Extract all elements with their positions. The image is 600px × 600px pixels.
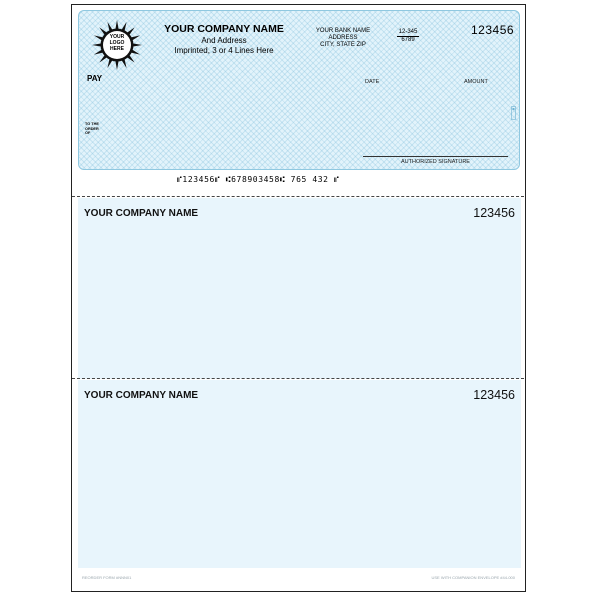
bank-address: ADDRESS xyxy=(328,35,358,41)
check-face xyxy=(78,10,520,170)
amount-label: AMOUNT xyxy=(464,79,488,85)
stub-company-name: YOUR COMPANY NAME xyxy=(84,390,199,401)
fraction-top: 12-345 xyxy=(398,29,418,35)
routing-fraction xyxy=(393,29,423,44)
footer-envelope-text: USE WITH COMPANION ENVELOPE #44-000 xyxy=(431,575,515,580)
signature-label: AUTHORIZED SIGNATURE xyxy=(401,159,470,165)
check-form-sheet xyxy=(71,4,526,592)
pay-to-order-label xyxy=(85,122,99,136)
company-address-line-1: And Address xyxy=(201,36,247,45)
logo-text xyxy=(91,34,143,52)
pay-label: PAY xyxy=(87,74,103,83)
logo-line-3: HERE xyxy=(110,46,124,52)
voucher-stub-1 xyxy=(78,198,521,379)
security-feature-icon xyxy=(511,106,516,121)
stub-check-number: 123456 xyxy=(473,388,515,402)
order-line-1: TO THE xyxy=(85,122,99,126)
stub-company-name: YOUR COMPANY NAME xyxy=(84,208,199,219)
perforation-line-1 xyxy=(72,196,524,197)
company-name: YOUR COMPANY NAME xyxy=(164,23,284,35)
check-number: 123456 xyxy=(471,23,515,37)
company-logo-placeholder xyxy=(91,19,143,71)
logo-line-2: LOGO xyxy=(109,40,125,46)
stub-check-number: 123456 xyxy=(473,206,515,220)
perforation-line-2 xyxy=(72,378,524,379)
fraction-bottom: 6789 xyxy=(401,37,415,43)
company-address-line-2: Imprinted, 3 or 4 Lines Here xyxy=(174,46,274,55)
signature-line xyxy=(363,156,508,157)
voucher-stub-2 xyxy=(78,380,521,568)
logo-line-1: YOUR xyxy=(109,34,125,40)
order-line-3: OF xyxy=(85,131,91,135)
bank-name: YOUR BANK NAME xyxy=(315,28,371,34)
date-label: DATE xyxy=(365,79,380,85)
order-line-2: ORDER xyxy=(85,126,99,131)
footer-reorder-text: REORDER FORM #NNN01 xyxy=(82,575,132,580)
micr-line: ⑈123456⑈ ⑆678903458⑆ 765 432 ⑈ xyxy=(177,175,340,184)
bank-city-state-zip: CITY, STATE ZIP xyxy=(320,42,366,48)
